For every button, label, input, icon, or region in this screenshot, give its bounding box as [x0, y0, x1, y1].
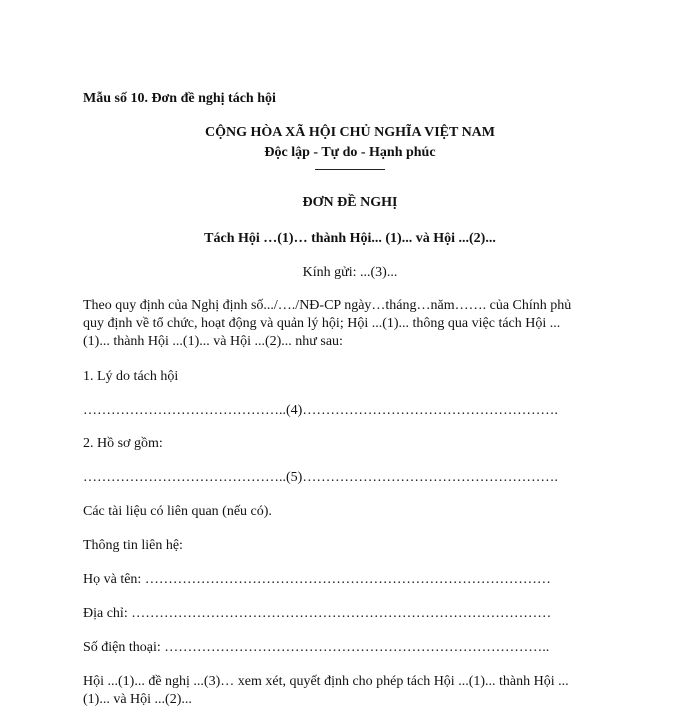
closing-line: Hội ...(1)... đề nghị ...(3)… xem xét, quyết định cho phép tách Hội ...(1)... thành Hội ... — [83, 674, 569, 689]
country-name: CỘNG HÒA XÃ HỘI CHỦ NGHĨA VIỆT NAM — [204, 125, 495, 140]
contact-name-field: Họ và tên: …………………………………………………………………………… — [83, 572, 551, 587]
intro-line: Theo quy định của Nghị định số.../…./NĐ-CP ngày…tháng…năm……. của Chính phủ — [83, 298, 572, 313]
section-2-heading: 2. Hồ sơ gồm: — [83, 436, 163, 451]
header-separator — [315, 169, 385, 170]
addressee: Kính gửi: ...(3)... — [302, 265, 398, 280]
related-documents-note: Các tài liệu có liên quan (nếu có). — [83, 504, 272, 519]
national-motto: Độc lập - Tự do - Hạnh phúc — [264, 145, 436, 160]
closing-line: (1)... và Hội ...(2)... — [83, 692, 192, 707]
document-subtitle: Tách Hội …(1)… thành Hội... (1)... và Hội ...(2)... — [204, 231, 496, 246]
section-1-fill-line: ……………………………………..(4)………………………………………………. — [83, 403, 558, 418]
section-1-heading: 1. Lý do tách hội — [83, 369, 179, 384]
intro-line: (1)... thành Hội ...(1)... và Hội ...(2)... như sau: — [83, 334, 343, 349]
form-label: Mẫu số 10. Đơn đề nghị tách hội — [83, 91, 276, 106]
contact-heading: Thông tin liên hệ: — [83, 538, 183, 553]
intro-line: quy định về tổ chức, hoạt động và quản lý hội; Hội ...(1)... thông qua việc tách Hội ... — [83, 316, 561, 331]
contact-phone-field: Số điện thoại: ……………………………………………………………………….. — [83, 640, 550, 655]
section-2-fill-line: ……………………………………..(5)………………………………………………. — [83, 470, 558, 485]
contact-address-field: Địa chỉ: ……………………………………………………………………………… — [83, 606, 552, 621]
document-title: ĐƠN ĐỀ NGHỊ — [302, 195, 398, 210]
